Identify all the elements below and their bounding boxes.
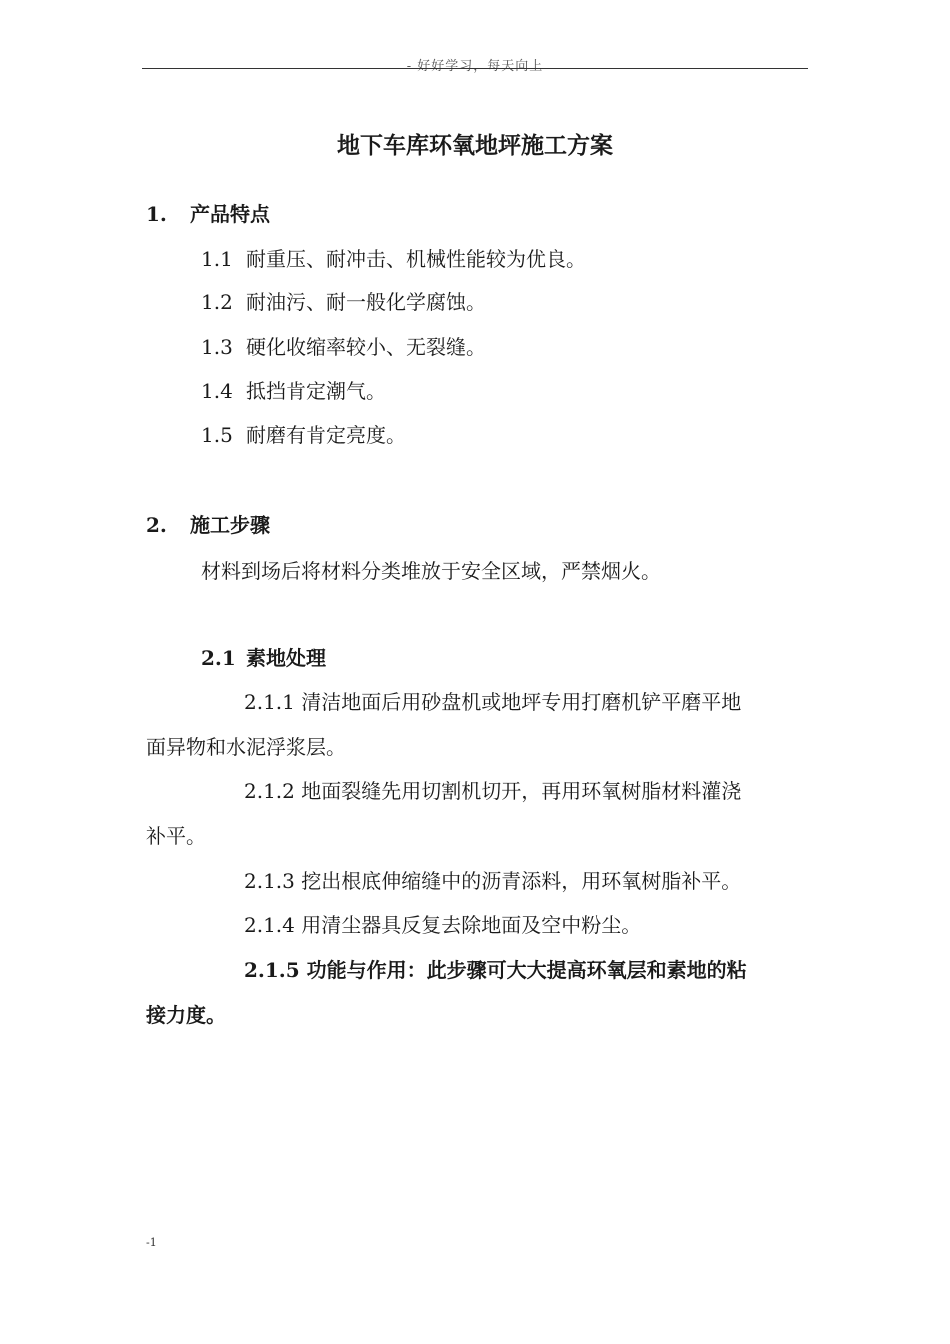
list-item — [201, 333, 486, 361]
paragraph-2-1-2-line-2: 补平。 — [146, 824, 206, 848]
list-item — [201, 245, 586, 273]
header-text: - 好好学习，每天向上 — [406, 59, 544, 74]
paragraph-2-1-2-line-1: 2.1.2 地面裂缝先用切割机切开，再用环氧树脂材料灌浇 — [244, 779, 742, 803]
section-2-number: 2. — [146, 513, 167, 537]
header-rule — [142, 68, 808, 69]
section-2-intro: 材料到场后将材料分类堆放于安全区域，严禁烟火。 — [201, 559, 661, 583]
item-number: 1.2 — [201, 290, 233, 314]
paragraph-2-1-1-line-1: 2.1.1 清洁地面后用砂盘机或地坪专用打磨机铲平磨平地 — [244, 690, 742, 714]
section-1-title: 产品特点 — [190, 202, 270, 226]
item-number: 1.1 — [201, 247, 233, 271]
list-item — [201, 421, 406, 449]
page-number: -1 — [146, 1236, 157, 1249]
item-text: 耐磨有肯定亮度。 — [246, 423, 406, 447]
paragraph-2-1-3: 2.1.3 挖出根底伸缩缝中的沥青添料，用环氧树脂补平。 — [244, 869, 742, 893]
paragraph-2-1-1-line-2: 面异物和水泥浮浆层。 — [146, 735, 346, 759]
document-title: 地下车库环氧地坪施工方案 — [337, 132, 613, 159]
subsection-number: 2.1 — [201, 646, 236, 670]
section-2-heading — [146, 511, 270, 539]
paragraph-2-1-5-line-2: 接力度。 — [146, 1003, 226, 1027]
item-number: 1.3 — [201, 335, 233, 359]
list-item — [201, 288, 486, 316]
paragraph-2-1-4: 2.1.4 用清尘器具反复去除地面及空中粉尘。 — [244, 913, 642, 937]
item-text: 耐油污、耐一般化学腐蚀。 — [246, 290, 486, 314]
item-number: 1.5 — [201, 423, 233, 447]
item-text: 耐重压、耐冲击、机械性能较为优良。 — [246, 247, 586, 271]
subsection-2-1-heading — [201, 644, 326, 672]
section-2-title: 施工步骤 — [190, 513, 270, 537]
item-text: 硬化收缩率较小、无裂缝。 — [246, 335, 486, 359]
section-1-number: 1. — [146, 202, 167, 226]
paragraph-2-1-5-line-1: 2.1.5 功能与作用：此步骤可大大提高环氧层和素地的粘 — [244, 958, 747, 982]
section-1-heading — [146, 200, 270, 228]
subsection-title: 素地处理 — [246, 646, 326, 670]
item-number: 1.4 — [201, 379, 233, 403]
item-text: 抵挡肯定潮气。 — [246, 379, 386, 403]
list-item — [201, 377, 386, 405]
